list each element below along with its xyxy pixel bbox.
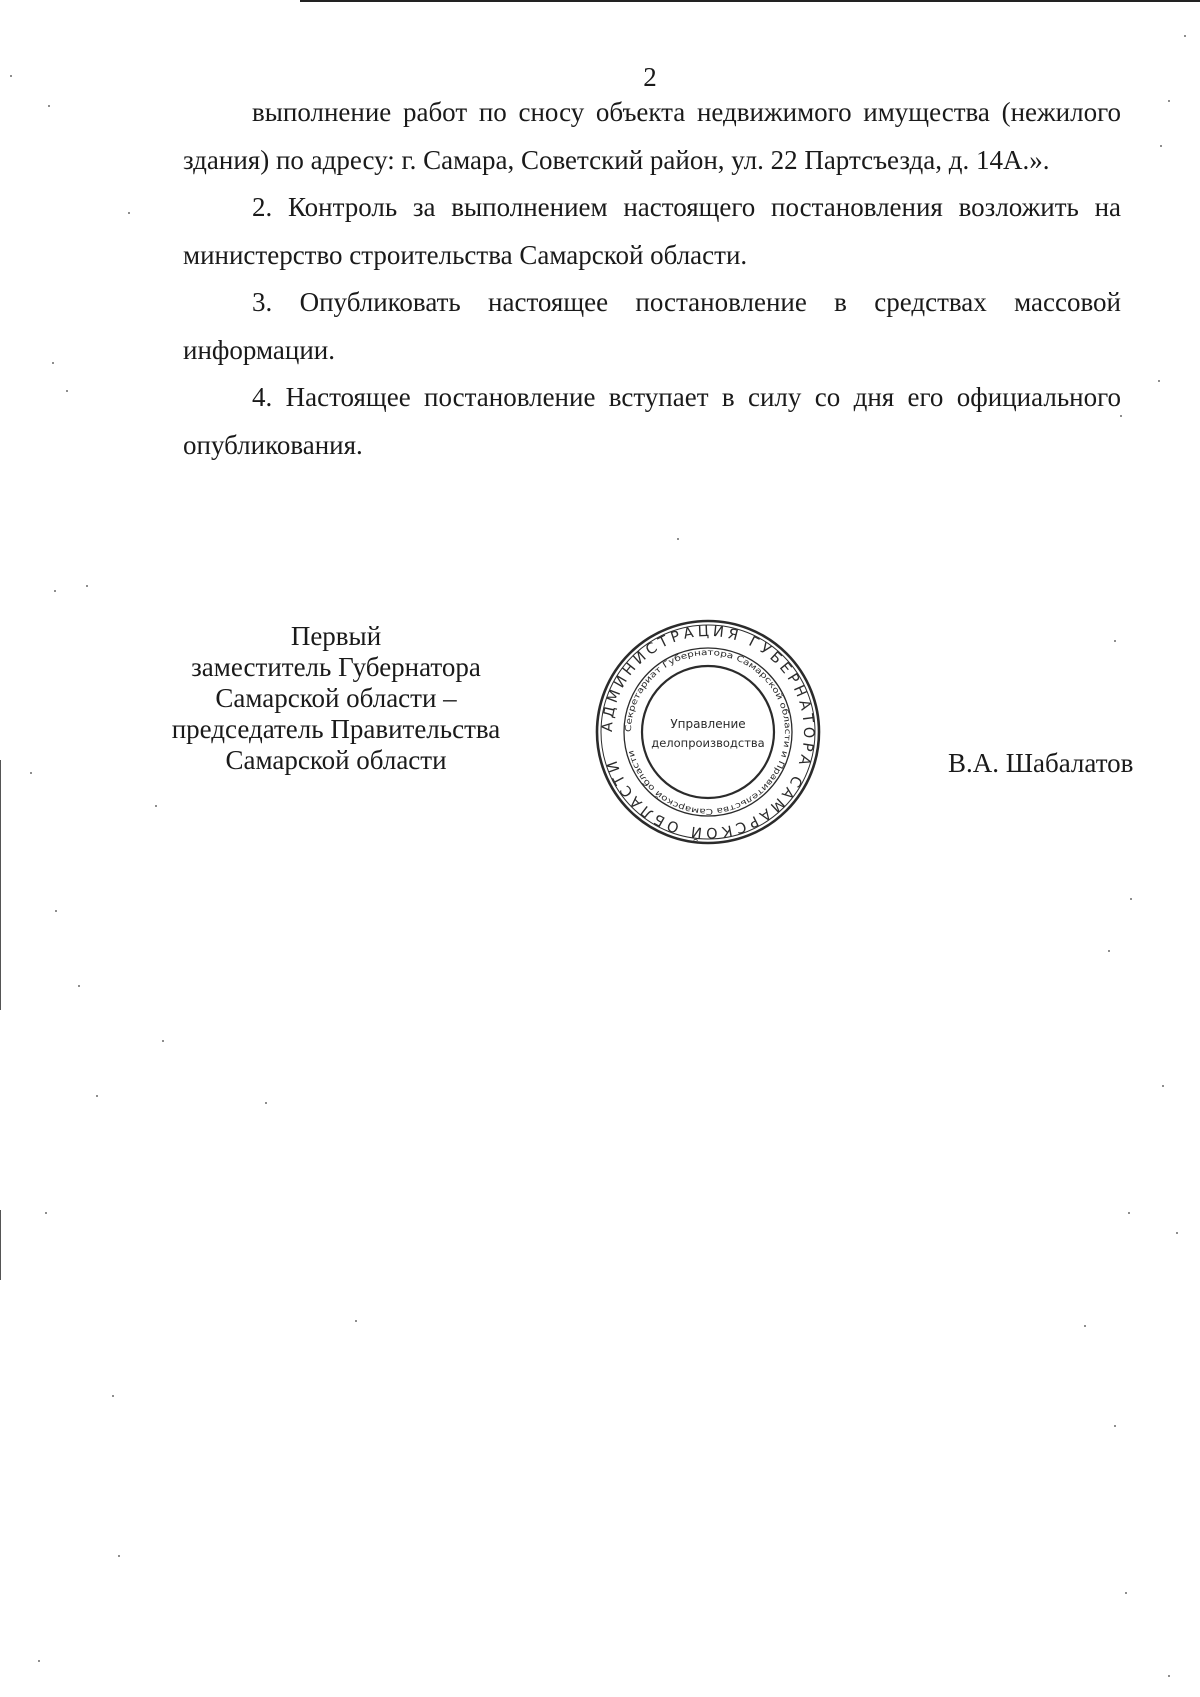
scan-speck xyxy=(1114,640,1116,642)
scan-speck xyxy=(1162,1085,1164,1087)
scan-speck xyxy=(162,1040,164,1042)
scan-speck xyxy=(78,985,80,987)
scan-speck xyxy=(66,390,68,392)
paragraph-4: 4. Настоящее постановление вступает в силу со дня его официального опубликования. xyxy=(183,382,1121,460)
scan-left-edge xyxy=(0,760,1,1010)
scan-top-edge xyxy=(300,0,1200,2)
scan-speck xyxy=(128,212,130,214)
scan-speck xyxy=(86,585,88,587)
paragraph-3: 3. Опубликовать настоящее постановление в средствах массовой информации. xyxy=(183,287,1121,365)
scan-speck xyxy=(677,538,679,540)
position-line: председатель Правительства xyxy=(171,714,501,744)
scan-speck xyxy=(48,105,50,107)
seal-center-line: делопроизводства xyxy=(651,736,765,750)
scan-speck xyxy=(1125,1592,1127,1594)
page-number: 2 xyxy=(643,62,657,92)
seal-outer-text: АДМИНИСТРАЦИЯ ГУБЕРНАТОРА САМАРСКОЙ ОБЛАСТИ xyxy=(599,623,817,841)
seal-center-line: Управление xyxy=(670,717,746,731)
scan-speck xyxy=(1158,380,1160,382)
scan-speck xyxy=(45,1212,47,1214)
scan-speck xyxy=(1114,1425,1116,1427)
scan-speck xyxy=(155,805,157,807)
official-seal-stamp xyxy=(593,617,823,847)
scan-speck xyxy=(10,75,12,77)
scan-speck xyxy=(55,910,57,912)
paragraph-2: 2. Контроль за выполнением настоящего постановления возложить на министерство строительства Самарской области. xyxy=(183,192,1121,270)
signatory-name: В.А. Шабалатов xyxy=(948,748,1134,778)
scan-speck xyxy=(52,362,54,364)
scan-left-edge-lower xyxy=(0,1210,1,1280)
position-line: заместитель Губернатора xyxy=(191,652,481,682)
scan-speck xyxy=(1128,1212,1130,1214)
position-line: Самарской области xyxy=(225,745,447,775)
scan-speck xyxy=(1108,950,1110,952)
scan-speck xyxy=(96,1095,98,1097)
scan-speck xyxy=(1130,898,1132,900)
scan-speck xyxy=(38,1660,40,1662)
scan-speck xyxy=(1168,100,1170,102)
scan-speck xyxy=(112,1395,114,1397)
scan-speck xyxy=(1184,35,1186,37)
scan-speck xyxy=(1084,1325,1086,1327)
position-line: Самарской области – xyxy=(215,683,457,713)
scan-speck xyxy=(265,1102,267,1104)
scan-speck xyxy=(118,1555,120,1557)
seal-middle-text: Секретариат Губернатора Самарской области и Правительства Самарской области xyxy=(622,646,794,818)
signatory-position xyxy=(155,621,517,776)
scan-speck xyxy=(1120,415,1122,417)
scan-speck xyxy=(54,590,56,592)
position-line: Первый xyxy=(290,621,382,651)
scan-speck xyxy=(1168,1675,1170,1677)
scan-speck xyxy=(1160,145,1162,147)
scan-speck xyxy=(1176,1232,1178,1234)
scan-speck xyxy=(30,772,32,774)
paragraph-continuation: выполнение работ по сносу объекта недвижимого имущества (нежилого здания) по адресу: г. Самара, Советский район, ул. 22 Партсъезда, д. 14А.». xyxy=(183,97,1121,175)
document-body xyxy=(183,89,1121,469)
scan-speck xyxy=(355,1320,357,1322)
